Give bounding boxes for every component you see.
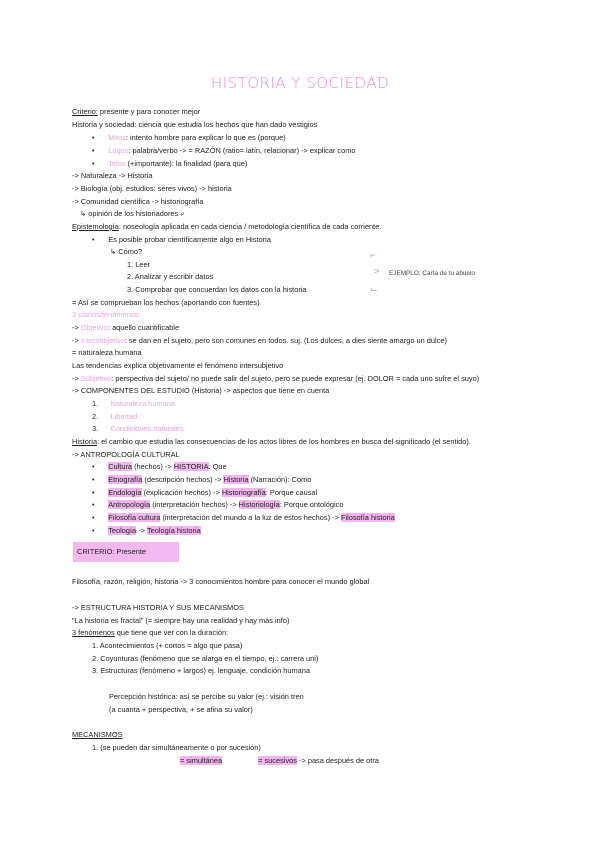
subjetivo-term: Subjetivo [80, 374, 112, 383]
naturaleza-line: -> Naturaleza -> Historia [72, 171, 153, 180]
antropologia-line: -> ANTROPOLOGÍA CULTURAL [72, 450, 180, 459]
estructura-line: -> ESTRUCTURA HISTORIA Y SUS MECANISMOS [72, 603, 244, 612]
historia-def-line [72, 437, 471, 447]
biologia-line: -> Biología (obj. estudios: seres vivos) -> historia [72, 184, 232, 193]
comprueban-line: = Así se comprueban los hechos (aportando con fuentes) [72, 298, 260, 307]
page-title: HISTORIA Y SOCIEDAD [210, 74, 390, 92]
mitos-text: : intento hombre para explicar lo que es (porque) [125, 133, 286, 142]
etnografia-term: Etnografía [108, 475, 143, 484]
antropologia-mid: (interpretación hechos) -> [150, 500, 239, 509]
filosofia-target: Filosofía historia [340, 513, 395, 522]
intersubjetivo-term: Intersubjetivo [80, 336, 125, 345]
bullet-etnografia: • Etnografía (descripción hechos) -> Historia (Narración): Como [92, 475, 312, 484]
criterio-box-text: CRITERIO: Presente [77, 547, 146, 556]
como-line: ↳ Cómo? [110, 247, 143, 256]
bullet-telos: • Telos (+importante): la finalidad (para que) [92, 159, 248, 168]
filosofia-mid: (interpretación del mundo a la luz de estos hechos) -> [160, 513, 341, 522]
fenomenos-label: 3 fenómenos [72, 628, 115, 637]
ejemplo-note: EJEMPLO: Carta de tu abuelo [389, 270, 475, 277]
subjetivo-arrow: -> [72, 374, 81, 383]
componente-1-text: Naturaleza humana [110, 399, 175, 408]
cultura-mid: (hechos) -> [132, 462, 174, 471]
fractal-line: "La historia es fractal" (= siempre hay una realidad y hay más info) [72, 616, 290, 625]
intersubjetivo-text: : se dan en el sujeto, pero son comunes en todos. suj. (Los dulces, a dies siente amargo un dulce) [124, 336, 447, 345]
componente-3: 3. Condiciones naturales [92, 424, 184, 433]
fenomeno-1: 1. Acontecimientos (+ cortos = algo que pasa) [92, 641, 243, 650]
endologia-mid: (explicación hechos) -> [141, 488, 222, 497]
subjetivo-line [72, 374, 479, 384]
step-3: 3. Comprobar que concuerdan los datos con la historia [127, 285, 307, 294]
antropologia-end: : Porque ontológico [279, 500, 344, 509]
sucesivos-term: = sucesivos [258, 756, 297, 765]
componente-2: 2. Libertad [92, 412, 138, 421]
componente-2-text: Libertad [110, 412, 138, 421]
teologia-term: Teología [108, 526, 137, 535]
intersubjetivo-arrow: -> [72, 336, 81, 345]
bullet-antropologia: • Antropología (interpretación hechos) -> Historiología: Porque ontológico [92, 500, 344, 509]
perspectiva-line: (a cuanta + perspectiva, + se afina su valor) [109, 705, 253, 714]
sucesivos-text: -> pasa después de otra [296, 756, 379, 765]
telos-term: Telos [108, 159, 126, 168]
historia-label: Historia [72, 437, 98, 446]
epistemologia-text: : noseología aplicada en cada ciencia / metodología científica de cada corriente. [118, 222, 382, 231]
objetivo-line [72, 323, 179, 333]
objetivo-arrow: -> [72, 323, 81, 332]
bullet-mitos: • Mitos: intento hombre para explicar lo que es (porque) [92, 133, 286, 142]
mitos-term: Mitos [108, 133, 126, 142]
criterio-box [73, 542, 179, 562]
fenomenos-line [72, 628, 228, 638]
planos-line: 3 planos/fenómenos: [72, 310, 141, 319]
componentes-line: -> COMPONENTES DEL ESTUDIO (Historia) -> aspectos que tiene en cuenta [72, 386, 330, 395]
step-2: 2. Analizar y escribir datos [127, 272, 214, 281]
componente-3-text: Condiciones naturales [110, 424, 184, 433]
epistemologia-line [72, 222, 381, 232]
endologia-target: Historiografía [221, 488, 266, 497]
bullet-filosofia: • Filosofía cultura (interpretación del mundo a la luz de estos hechos) -> Filosofía historia [92, 513, 395, 522]
comunidad-line: -> Comunidad científica -> historiografía [72, 197, 204, 206]
percepcion-line: Percepción histórica: así se percibe su valor (ej.: visión tren [109, 692, 304, 701]
step-1: 1. Leer [127, 260, 151, 269]
subjetivo-text: : perspectiva del sujeto/ no puede salir del sujeto, pero se puede expresar (ej. DOLOR = cada uno sufre el suyo) [111, 374, 480, 383]
etnografia-mid: (descripción hechos) -> [142, 475, 224, 484]
criterio-label: Criterio: [72, 107, 98, 116]
logos-term: Logos [108, 146, 129, 155]
fenomeno-3: 3. Estructuras (fenómeno + largos) ej. lenguaje, condición humana [92, 666, 310, 675]
componente-1: 1. Naturaleza humana [92, 399, 175, 408]
intersubjetivo-line [72, 336, 447, 346]
fenomeno-2: 2. Coyunturas (fenómeno que se alarga en el tiempo, ej.: carrera uni) [92, 654, 319, 663]
etnografia-end: (Narración): Como [248, 475, 312, 484]
brace-top: ⌐ [370, 250, 376, 260]
mecanismo-1: 1. (se pueden dar simultáneamente o por sucesión) [92, 743, 261, 752]
endologia-term: Endología [108, 488, 142, 497]
cultura-term: Cultura [108, 462, 133, 471]
naturaleza-humana-line: = naturaleza humana [72, 348, 142, 357]
cultura-target: HISTORIA [173, 462, 209, 471]
bullet-logos: • Logos: palabra/verbo -> = RAZÓN (ratio= latín, relacionar) -> explicar como [92, 146, 356, 155]
bullet-endologia: • Endología (explicación hechos) -> Historiografía: Porque causal [92, 488, 318, 497]
tendencias-line: Las tendencias explica objetivamente el fenómeno intersubjetivo [72, 361, 284, 370]
criterio-line [72, 107, 200, 117]
simultanea-term: = simultánea [180, 756, 223, 765]
bullet-cultura: • Cultura (hechos) -> HISTORIA: Que [92, 462, 227, 471]
objetivo-text: : aquello cuantificable [107, 323, 180, 332]
brace-bottom: ⌙ [370, 284, 378, 294]
historia-sociedad-line: Historia y sociedad: ciencia que estudia los hechos que han dado vestigios [72, 120, 318, 129]
antropologia-term: Antropología [108, 500, 151, 509]
logos-text: : palabra/verbo -> = RAZÓN (ratio= latín, relacionar) -> explicar como [128, 146, 356, 155]
endologia-end: : Porque causal [265, 488, 318, 497]
teologia-target: Teología historia [146, 526, 201, 535]
criterio-text: presente y para conocer mejor [97, 107, 201, 116]
bullet-teologia: • Teología -> Teología historia [92, 526, 201, 535]
mecanismo-types [180, 756, 379, 766]
teologia-mid: -> [136, 526, 147, 535]
fenomenos-text: que tiene que ver con la duración: [114, 628, 229, 637]
conocimientos-line: Filosofía, razón, religión, historia -> 3 conocimientos hombre para conocer el mundo global [72, 577, 370, 586]
objetivo-term: Objetivo [80, 323, 108, 332]
etnografia-target: Historia [223, 475, 249, 484]
cultura-end: : Que [208, 462, 227, 471]
historia-def-text: : el cambio que estudia las consecuencias de los actos libres de los hombres en busca del significado (el sentido). [97, 437, 471, 446]
probar-text: Es posible probar científicamente algo en Historia [108, 235, 271, 244]
epistemologia-label: Epistemología [72, 222, 119, 231]
opinion-line: ↳ opinión de los historiadores ⤶ [80, 209, 185, 218]
antropologia-target: Historiología [238, 500, 280, 509]
telos-text: (+importante): la finalidad (para que) [125, 159, 248, 168]
brace-mid: > [374, 266, 380, 276]
filosofia-term: Filosofía cultura [108, 513, 161, 522]
bullet-probar: • Es posible probar científicamente algo en Historia [92, 235, 271, 244]
mecanismos-heading: MECANISMOS [72, 730, 123, 739]
